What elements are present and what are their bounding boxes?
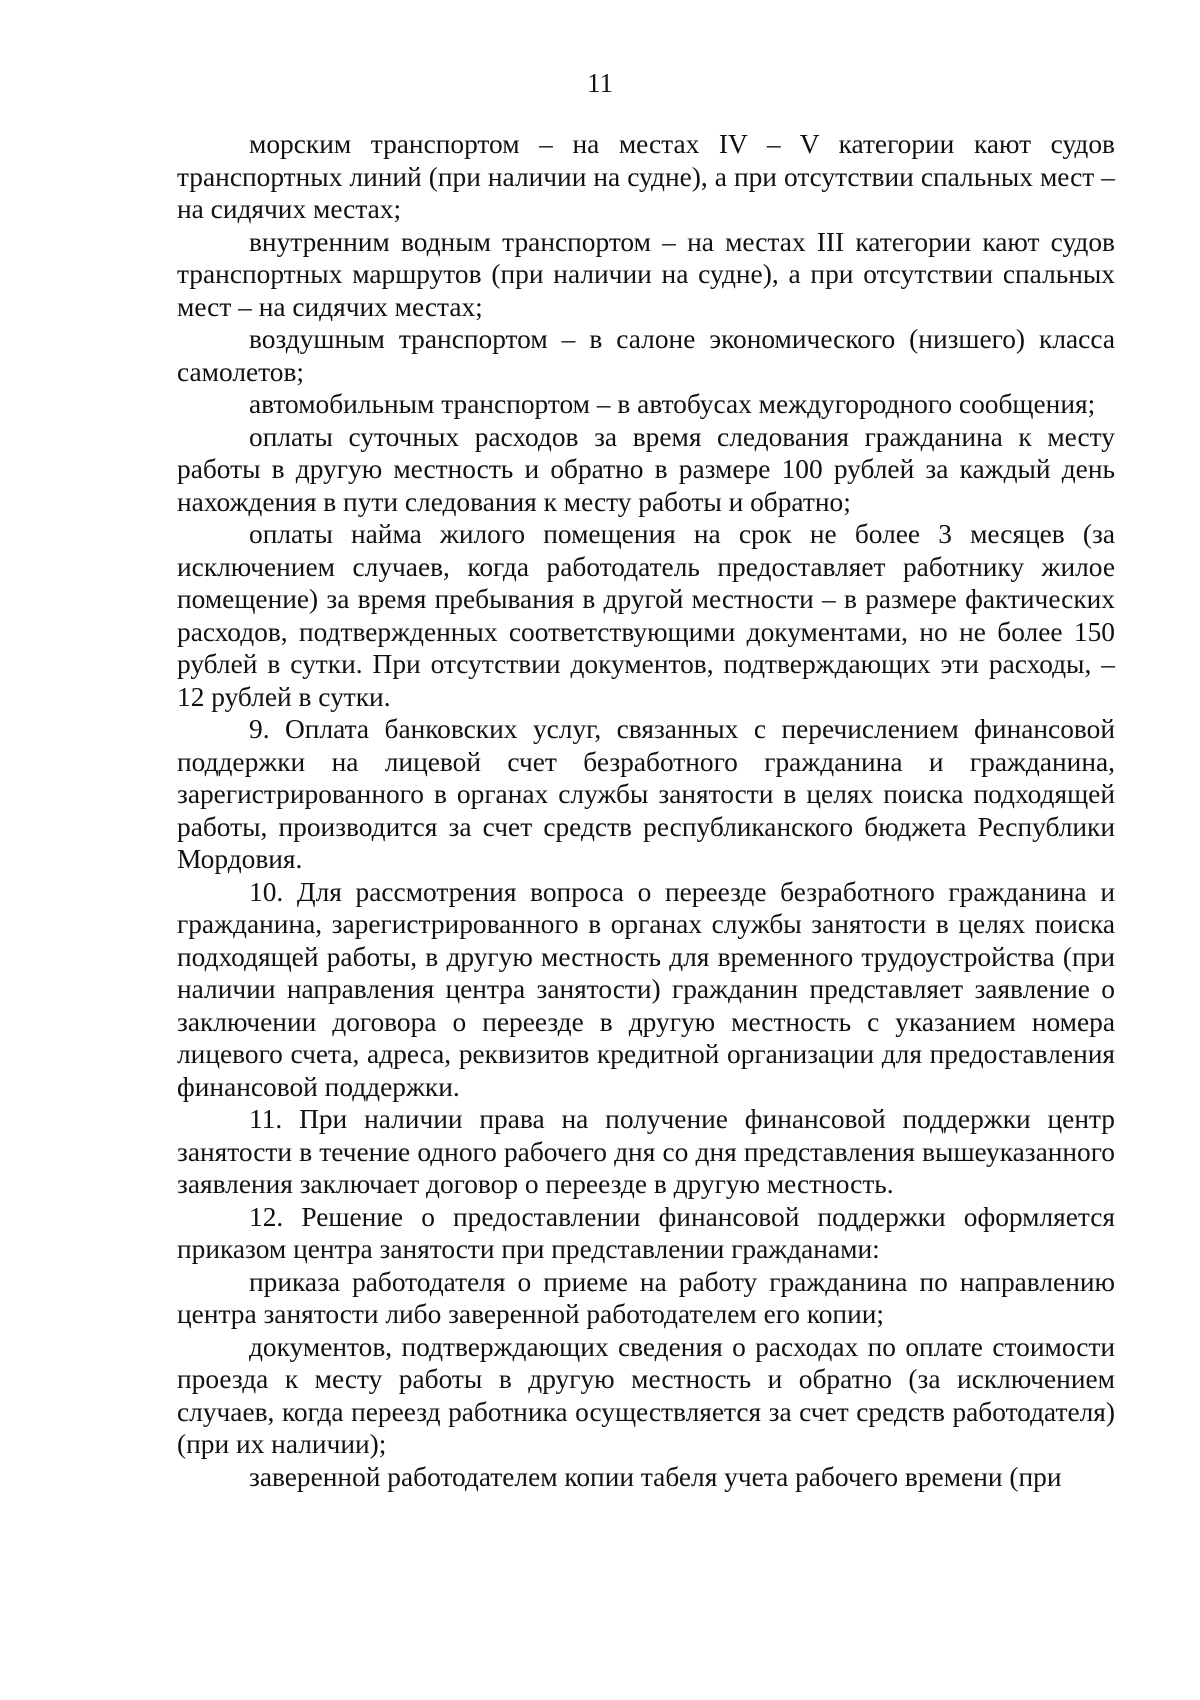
paragraph-item-12: 12. Решение о предоставлении финансовой поддержки оформляется приказом центра занятости при представлении гражданами: xyxy=(177,1201,1115,1264)
paragraph-housing-rent: оплаты найма жилого помещения на срок не более 3 месяцев (за исключением случаев, когда работодатель предоставляет работнику жилое помещение) за время пребывания в другой местности – в размере фактических расходов, подтвержденных соответствующими документами, но не более 150 рублей в сутки. При отсутствии документов, подтверждающих эти расходы, – 12 рублей в сутки. xyxy=(177,519,1115,712)
paragraph-expense-documents: документов, подтверждающих сведения о расходах по оплате стоимости проезда к месту работы в другую местность и обратно (за исключением случаев, когда переезд работника осуществляется за счет средств работодателя) (при их наличии); xyxy=(177,1331,1115,1459)
paragraph-item-10: 10. Для рассмотрения вопроса о переезде безработного гражданина и гражданина, зарегистрированного в органах службы занятости в целях поиска подходящей работы, в другую местность для временного трудоустройства (при наличии направления центра занятости) гражданин представляет заявление о заключении договора о переезде в другую местность с указанием номера лицевого счета, адреса, реквизитов кредитной организации для предоставления финансовой поддержки. xyxy=(177,876,1115,1102)
paragraph-sea-transport: морским транспортом – на местах IV – V категории кают судов транспортных линий (при наличии на судне), а при отсутствии спальных мест – на сидячих местах; xyxy=(177,129,1115,224)
paragraph-item-9: 9. Оплата банковских услуг, связанных с перечислением финансовой поддержки на лицевой счет безработного гражданина и гражданина, зарегистрированного в органах службы занятости в целях поиска подходящей работы, производится за счет средств республиканского бюджета Республики Мордовия. xyxy=(177,714,1115,874)
paragraph-timesheet-copy: заверенной работодателем копии табеля учета рабочего времени (при xyxy=(249,1461,1062,1492)
paragraph-river-transport: внутренним водным транспортом – на местах III категории кают судов транспортных маршрутов (при наличии на судне), а при отсутствии спальных мест – на сидячих местах; xyxy=(177,226,1115,322)
page-number: 11 xyxy=(587,68,613,98)
document-body xyxy=(177,128,1115,1493)
paragraph-road-transport: автомобильным транспортом – в автобусах междугородного сообщения; xyxy=(249,389,1096,419)
paragraph-air-transport: воздушным транспортом – в салоне экономического (низшего) класса самолетов; xyxy=(177,324,1115,387)
paragraph-item-11: 11. При наличии права на получение финансовой поддержки центр занятости в течение одного рабочего дня со дня представления вышеуказанного заявления заключает договор о переезде в другую местность. xyxy=(177,1104,1115,1199)
paragraph-daily-allowance: оплаты суточных расходов за время следования гражданина к месту работы в другую местность и обратно в размере 100 рублей за каждый день нахождения в пути следования к месту работы и обратно; xyxy=(177,421,1115,517)
paragraph-employer-order: приказа работодателя о приеме на работу гражданина по направлению центра занятости либо заверенной работодателем его копии; xyxy=(177,1266,1115,1329)
